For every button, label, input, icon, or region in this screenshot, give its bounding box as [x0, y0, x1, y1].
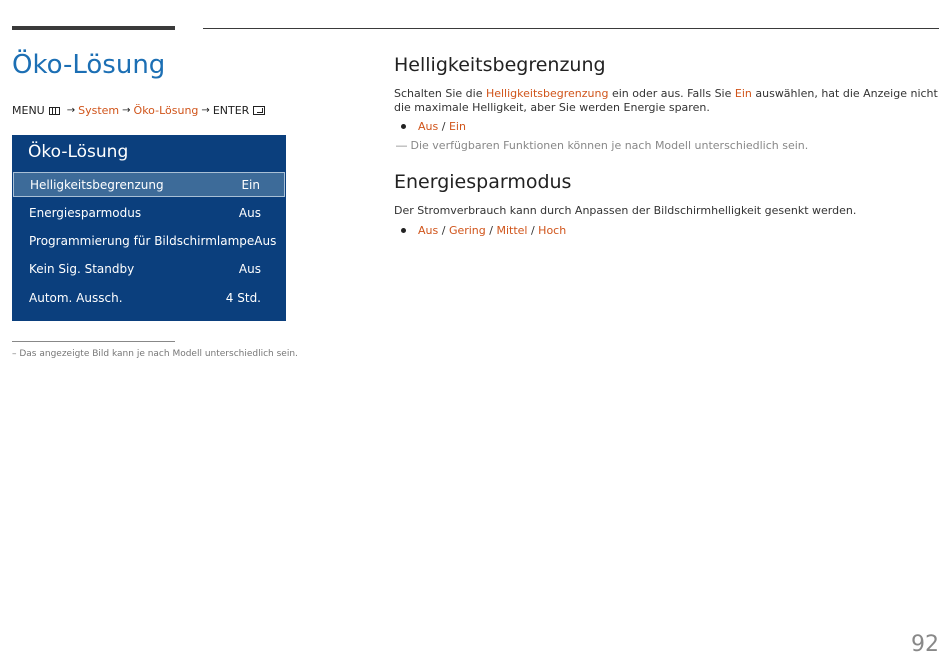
option-ein: Ein: [448, 120, 466, 133]
availability-note: [396, 139, 808, 152]
section-title-brightness-limit: Helligkeitsbegrenzung: [394, 54, 606, 76]
header-rule-thick: [12, 26, 175, 30]
option-hoch: Hoch: [538, 224, 567, 237]
highlight-term: Ein: [734, 87, 752, 100]
osd-item-auto-power-off[interactable]: [13, 285, 285, 310]
osd-item-label: Energiesparmodus: [29, 205, 142, 220]
section-energy-description: Der Stromverbrauch kann durch Anpassen der Bildschirmhelligkeit gesenkt werden.: [394, 204, 857, 217]
option-separator: /: [527, 224, 539, 237]
text-run: ein oder aus. Falls Sie: [608, 87, 735, 100]
note-text: Die verfügbaren Funktionen können je nach Modell unterschiedlich sein.: [410, 139, 809, 152]
osd-item-value: Ein: [241, 177, 260, 192]
page-title: Öko-Lösung: [12, 50, 166, 80]
text-run: Schalten Sie die: [394, 87, 486, 100]
osd-item-value: Aus: [254, 233, 277, 248]
osd-item-value: Aus: [238, 261, 261, 276]
bullet-icon: [401, 228, 406, 233]
osd-item-label: Helligkeitsbegrenzung: [30, 177, 164, 192]
bullet-icon: [401, 124, 406, 129]
section-title-energy-saving: Energiesparmodus: [394, 171, 572, 193]
breadcrumb-system: System: [78, 104, 120, 117]
arrow-icon: →: [122, 105, 131, 116]
highlight-term: Helligkeitsbegrenzung: [485, 87, 609, 100]
osd-item-label: Autom. Aussch.: [29, 290, 123, 305]
option-gering: Gering: [448, 224, 486, 237]
footnote: – Das angezeigte Bild kann je nach Modell unterschiedlich sein.: [12, 349, 298, 359]
osd-title: Öko-Lösung: [28, 142, 129, 162]
options-list-brightness: [401, 120, 466, 133]
header-rule-thin: [203, 28, 939, 29]
options-list-energy: [401, 224, 566, 237]
option-mittel: Mittel: [496, 224, 528, 237]
breadcrumb-enter: ENTER: [212, 104, 250, 117]
breadcrumb: [12, 104, 265, 117]
footnote-divider: [12, 341, 175, 342]
osd-item-brightness-limit[interactable]: [13, 172, 285, 197]
text-run: auswählen, hat die Anzeige nicht die maximale Helligkeit, aber Sie werden Energie sparen.: [394, 87, 938, 114]
note-dash-icon: ―: [396, 139, 407, 152]
osd-menu: [12, 135, 286, 321]
page-number: 92: [911, 632, 939, 657]
arrow-icon: →: [66, 105, 76, 116]
breadcrumb-eco: Öko-Lösung: [133, 104, 199, 117]
menu-icon: [49, 107, 60, 115]
option-separator: /: [438, 224, 449, 237]
osd-item-label: Programmierung für Bildschirmlampe: [29, 233, 255, 248]
osd-item-label: Kein Sig. Standby: [29, 261, 135, 276]
osd-item-energy-saving[interactable]: [13, 200, 285, 225]
arrow-icon: →: [201, 105, 210, 116]
option-aus: Aus: [418, 120, 439, 133]
osd-item-no-signal-standby[interactable]: [13, 256, 285, 281]
breadcrumb-menu: MENU: [12, 104, 45, 117]
osd-item-lamp-schedule[interactable]: [13, 228, 285, 253]
enter-icon: [253, 106, 265, 115]
option-separator: /: [438, 120, 449, 133]
option-separator: /: [485, 224, 497, 237]
osd-item-value: 4 Std.: [225, 290, 261, 305]
osd-item-value: Aus: [238, 205, 261, 220]
option-aus: Aus: [418, 224, 439, 237]
section-brightness-description: [394, 87, 939, 115]
